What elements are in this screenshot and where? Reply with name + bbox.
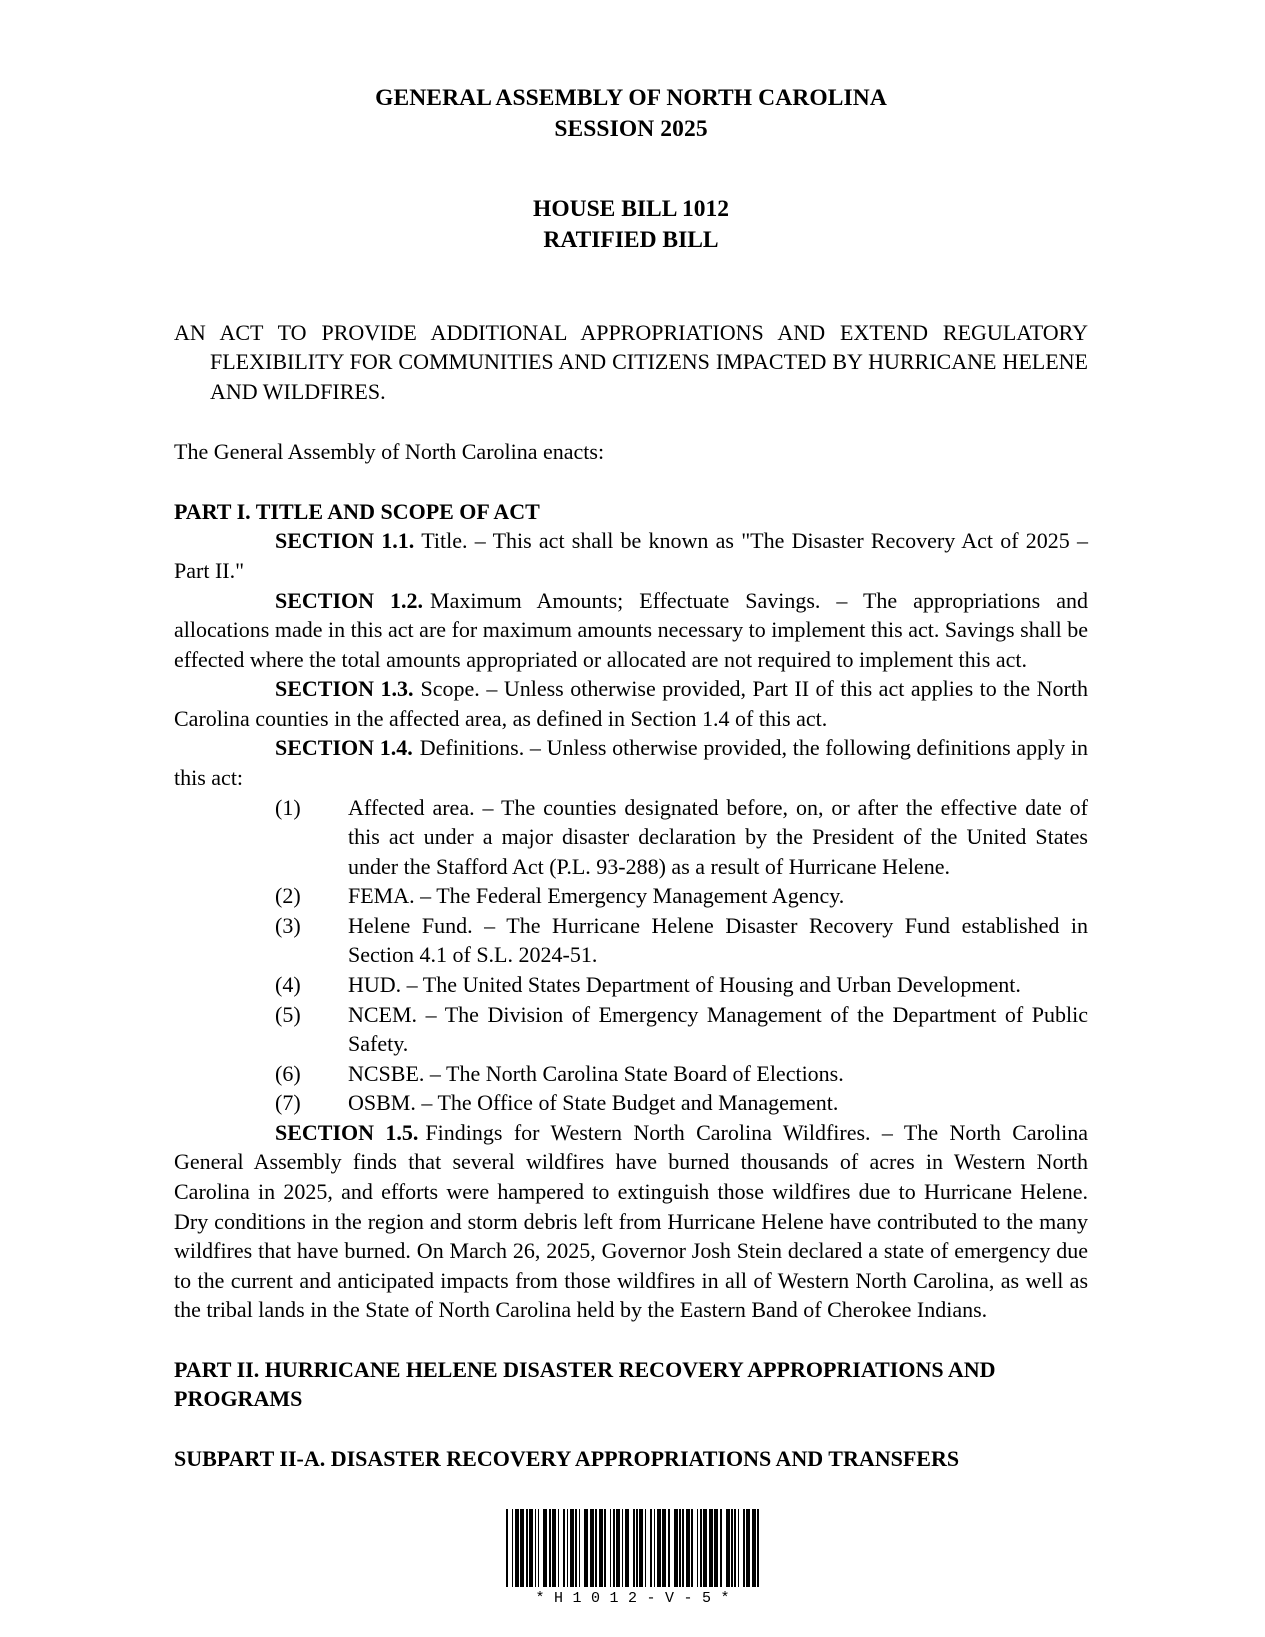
section-1-1-label: SECTION 1.1. bbox=[275, 528, 415, 554]
bill-identification bbox=[174, 146, 1088, 257]
section-1-2-label: SECTION 1.2. bbox=[275, 587, 424, 613]
part-ii-heading-line2: PROGRAMS bbox=[174, 1386, 303, 1412]
section-1-3-label: SECTION 1.3. bbox=[275, 676, 414, 702]
section-1-4-label: SECTION 1.4. bbox=[275, 735, 413, 761]
list-item-number: (1) bbox=[275, 794, 301, 820]
list-item-number: (7) bbox=[275, 1090, 301, 1116]
list-item bbox=[174, 881, 1088, 911]
list-item-text: FEMA. – The Federal Emergency Management Agency. bbox=[348, 883, 845, 909]
section-1-5 bbox=[174, 1118, 1088, 1325]
list-item-text: OSBM. – The Office of State Budget and Management. bbox=[348, 1090, 839, 1116]
list-item bbox=[174, 1000, 1088, 1059]
list-item-text: Affected area. – The counties designated before, on, or after the effective date of this act under a major disaster declaration by the President of the United States under the Stafford Act (P.L. 93-288) as a result of Hurricane Helene. bbox=[348, 794, 1088, 879]
list-item-number: (2) bbox=[275, 883, 301, 909]
section-1-1 bbox=[174, 526, 1088, 585]
list-item bbox=[174, 1059, 1088, 1089]
list-item bbox=[174, 911, 1088, 970]
definitions-list bbox=[174, 793, 1088, 1118]
barcode-label: *H1012-V-5* bbox=[535, 1590, 740, 1607]
part-ii-heading-line1: PART II. HURRICANE HELENE DISASTER RECOVERY APPROPRIATIONS AND bbox=[174, 1356, 996, 1382]
barcode-area bbox=[0, 1496, 1265, 1607]
list-item-text: Helene Fund. – The Hurricane Helene Disaster Recovery Fund established in Section 4.1 of S.L. 2024-51. bbox=[348, 912, 1088, 968]
section-1-2-text: Maximum Amounts; Effectuate Savings. – The appropriations and allocations made in this act are for maximum amounts necessary to implement this act. Savings shall be effected where the total amounts appropriated or allocated are not required to implement this act. bbox=[174, 587, 1088, 672]
section-1-4-text: Definitions. – Unless otherwise provided, the following definitions apply in this act: bbox=[174, 735, 1088, 790]
bill-number: HOUSE BILL 1012 bbox=[533, 195, 729, 222]
list-item-text: NCEM. – The Division of Emergency Management of the Department of Public Safety. bbox=[348, 1001, 1088, 1057]
list-item-text: HUD. – The United States Department of Housing and Urban Development. bbox=[348, 972, 1021, 998]
section-1-1-text: Title. – This act shall be known as "The Disaster Recovery Act of 2025 – Part II." bbox=[174, 528, 1088, 583]
section-1-5-label: SECTION 1.5. bbox=[275, 1119, 419, 1145]
list-item bbox=[174, 793, 1088, 882]
section-1-4 bbox=[174, 733, 1088, 792]
assembly-title: GENERAL ASSEMBLY OF NORTH CAROLINA bbox=[375, 85, 887, 111]
enacting-clause: The General Assembly of North Carolina enacts: bbox=[174, 439, 605, 465]
section-1-2 bbox=[174, 586, 1088, 675]
bill-status: RATIFIED BILL bbox=[543, 226, 719, 253]
subpart-ii-a-heading: SUBPART II-A. DISASTER RECOVERY APPROPRIATIONS AND TRANSFERS bbox=[174, 1445, 960, 1471]
session-title: SESSION 2025 bbox=[554, 116, 708, 143]
part-i-heading: PART I. TITLE AND SCOPE OF ACT bbox=[174, 498, 540, 524]
list-item-number: (5) bbox=[275, 1001, 301, 1027]
list-item-number: (6) bbox=[275, 1060, 301, 1086]
section-1-5-text: Findings for Western North Carolina Wildfires. – The North Carolina General Assembly finds that several wildfires have burned thousands of acres in Western North Carolina in 2025, and efforts were hampered to extinguish those wildfires due to Hurricane Helene. Dry conditions in the region and storm debris left from Hurricane Helene have contributed to the many wildfires that have burned. On March 26, 2025, Governor Josh Stein declared a state of emergency due to the current and anticipated impacts from those wildfires in all of Western North Carolina, as well as the tribal lands in the State of North Carolina held by the Eastern Band of Cherokee Indians. bbox=[174, 1119, 1088, 1323]
section-1-3-text: Scope. – Unless otherwise provided, Part II of this act applies to the North Carolina counties in the affected area, as defined in Section 1.4 of this act. bbox=[174, 676, 1088, 731]
list-item-text: NCSBE. – The North Carolina State Board of Elections. bbox=[348, 1060, 844, 1086]
list-item-number: (3) bbox=[275, 912, 301, 938]
list-item bbox=[174, 1088, 1088, 1118]
list-item-number: (4) bbox=[275, 972, 301, 998]
section-1-3 bbox=[174, 674, 1088, 733]
document-header bbox=[174, 0, 1088, 146]
act-title: AN ACT TO PROVIDE ADDITIONAL APPROPRIATIONS AND EXTEND REGULATORY FLEXIBILITY FOR COMMUNITIES AND CITIZENS IMPACTED BY HURRICANE HELENE AND WILDFIRES. bbox=[174, 320, 1088, 404]
document-body bbox=[174, 0, 1088, 1473]
barcode-image bbox=[506, 1509, 759, 1587]
list-item bbox=[174, 970, 1088, 1000]
part-ii-heading bbox=[174, 1355, 1088, 1414]
